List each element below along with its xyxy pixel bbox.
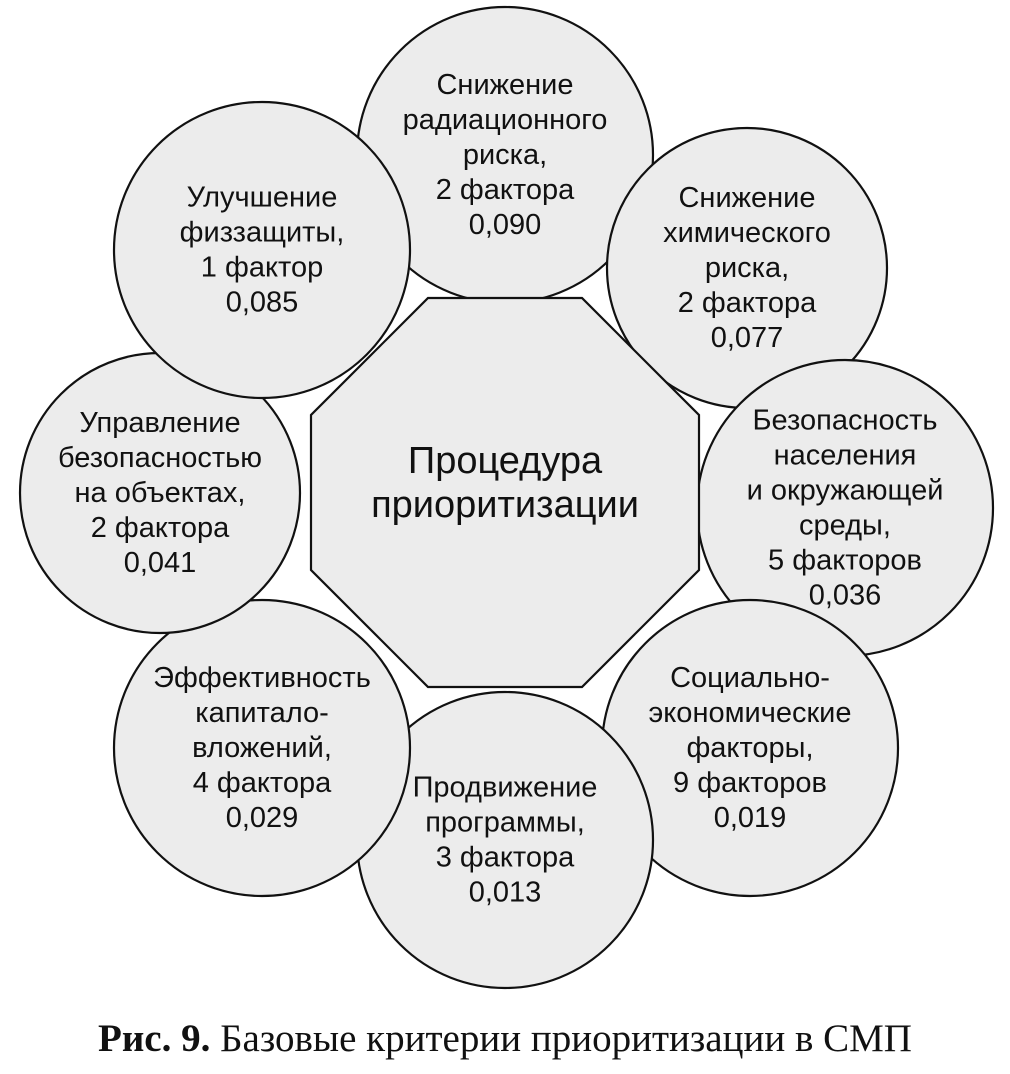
criterion-label-line: капитало-: [195, 697, 329, 729]
criterion-label-line: риска,: [462, 139, 548, 171]
figure-caption: [0, 1016, 1010, 1061]
criterion-label-line: 2 фактора: [677, 287, 817, 319]
criterion-label-line: 9 факторов: [673, 767, 827, 799]
criterion-label-line: Снижение: [678, 182, 816, 214]
criterion-label-line: 4 фактора: [192, 767, 332, 799]
criterion-label-line: 0,029: [225, 802, 299, 834]
criterion-label-line: факторы,: [686, 732, 814, 764]
criterion-label-line: 0,041: [123, 547, 197, 579]
criterion-label-line: среды,: [799, 509, 891, 542]
criterion-label-line: 0,090: [468, 209, 542, 241]
criterion-node-physical-protection: [114, 102, 410, 398]
criterion-label-line: и окружающей: [746, 474, 944, 507]
criterion-label-line: 0,013: [468, 876, 542, 909]
criterion-label-line: безопасностью: [58, 442, 262, 474]
center-label-line: Процедура: [407, 440, 603, 482]
criterion-label-line: Эффективность: [153, 662, 371, 694]
center-node: [311, 298, 699, 687]
criterion-label-line: программы,: [425, 806, 585, 839]
center-label-line: приоритизации: [371, 484, 639, 526]
criterion-label-line: населения: [773, 439, 917, 472]
criterion-label-line: на объектах,: [74, 477, 246, 509]
criterion-label-line: 0,036: [808, 579, 882, 612]
criterion-label-line: 0,085: [225, 286, 299, 319]
caption-text: Базовые критерии приоритизации в СМП: [220, 1017, 912, 1060]
criterion-circle: [114, 102, 410, 398]
criterion-label-line: 2 фактора: [435, 174, 575, 206]
criterion-label-line: 0,077: [710, 322, 784, 354]
criterion-label-line: 3 фактора: [435, 841, 575, 874]
criterion-label-line: 1 фактор: [200, 251, 324, 284]
criterion-label-line: риска,: [704, 252, 790, 284]
criterion-label-line: 5 факторов: [768, 544, 922, 577]
criterion-label-line: экономические: [648, 697, 852, 729]
criterion-node-capital-efficiency: [114, 600, 410, 896]
criterion-label-line: Безопасность: [752, 404, 938, 437]
criterion-label-line: Продвижение: [412, 771, 598, 804]
criterion-label-line: Управление: [79, 407, 241, 439]
criterion-label-line: Улучшение: [186, 181, 338, 214]
criterion-label-line: радиационного: [402, 104, 608, 136]
criterion-label-line: 0,019: [713, 802, 787, 834]
criterion-label-line: вложений,: [192, 732, 332, 764]
criterion-label-line: Снижение: [436, 69, 574, 101]
caption-label: Рис. 9.: [98, 1017, 211, 1060]
criterion-label-line: химического: [663, 217, 831, 249]
criterion-label-line: 2 фактора: [90, 512, 230, 544]
criterion-label-line: Социально-: [670, 662, 830, 694]
criterion-label-line: физзащиты,: [179, 216, 345, 249]
